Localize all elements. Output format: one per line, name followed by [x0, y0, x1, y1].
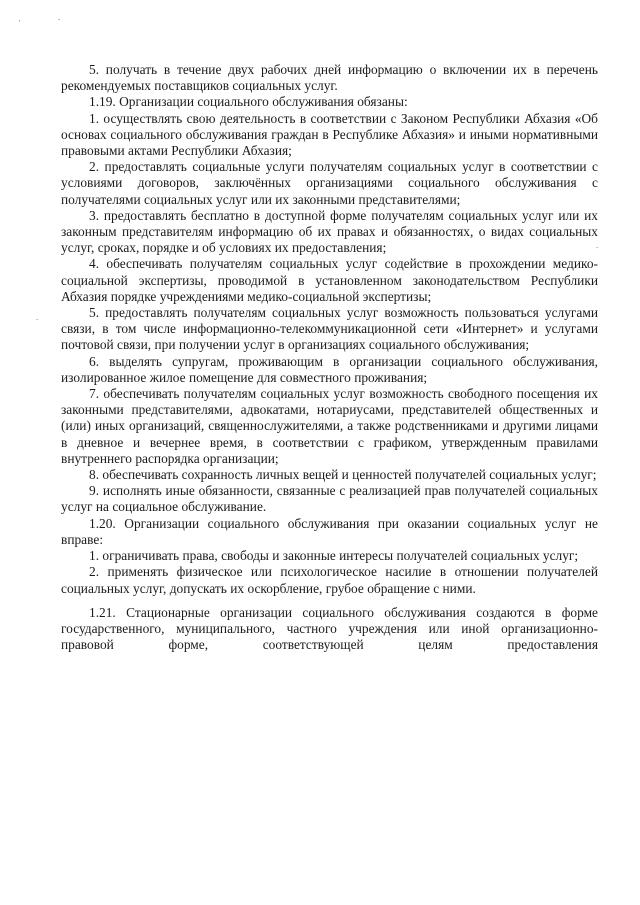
paragraph-prohibition-2: 2. применять физическое или психологическое насилие в отношении получателей социальных услуг, допускать их оскорбление, грубое обращение с ними.: [61, 564, 598, 596]
paragraph-obligation-1: 1. осуществлять свою деятельность в соответствии с Законом Республики Абхазия «Об основах социального обслуживания граждан в Республике Абхазия» и иными нормативными правовыми актами Республики Абхазия;: [61, 110, 598, 159]
paragraph-obligation-6: 6. выделять супругам, проживающим в организации социального обслуживания, изолированное жилое помещение для совместного проживания;: [61, 353, 598, 385]
scan-mark: ·: [58, 16, 61, 24]
section-1-19-heading: 1.19. Организации социального обслуживания обязаны:: [89, 94, 408, 110]
paragraph-obligation-5: 5. предоставлять получателям социальных услуг возможность пользоваться услугами связи, в том числе информационно-телекоммуникационной сети «Интернет» и услугами почтовой связи, при получении услуг в организациях социального обслуживания;: [61, 305, 598, 353]
section-1-21-paragraph: 1.21. Стационарные организации социального обслуживания создаются в форме государственного, муниципального, частного учреждения или иной организационно-правовой форме, соответствующей целям предоставления: [61, 604, 598, 653]
paragraph-prohibition-1: 1. ограничивать права, свободы и законные интересы получателей социальных услуг;: [89, 548, 579, 564]
paragraph-obligation-8: 8. обеспечивать сохранность личных вещей и ценностей получателей социальных услуг;: [89, 467, 597, 483]
scan-mark: ·: [596, 244, 599, 252]
paragraph-obligation-4: 4. обеспечивать получателям социальных услуг содействие в прохождении медико-социальной экспертизы, проводимой в установленном законодательством Республики Абхазия порядке учреждениями медико-социальной экспертизы;: [61, 256, 598, 304]
paragraph-obligation-2: 2. предоставлять социальные услуги получателям социальных услуг в соответствии с условиями договоров, заключённых организациями социального обслуживания с получателями социальных услуг или их законными представителями;: [61, 159, 598, 207]
document-body: [61, 62, 598, 653]
scan-mark: ·: [36, 316, 39, 324]
paragraph-obligation-7: 7. обеспечивать получателям социальных услуг возможность свободного посещения их законными представителями, адвокатами, нотариусами, представителей общественных и (или) иных организаций, священнослужителями, а также родственниками и другими лицами в дневное и вечернее время, в соответствии с графиком, утвержденным правилами внутреннего распорядка организации;: [61, 386, 598, 466]
scan-mark: ˎ: [18, 14, 22, 22]
paragraph-obligation-9: 9. исполнять иные обязанности, связанные с реализацией прав получателей социальных услуг на социальное обслуживание.: [61, 483, 598, 515]
section-1-20-heading: 1.20. Организации социального обслуживания при оказании социальных услуг не вправе:: [61, 515, 598, 547]
paragraph-item-5-recommended-list: 5. получать в течение двух рабочих дней информацию о включении их в перечень рекомендуемых поставщиков социальных услуг.: [61, 62, 598, 94]
paragraph-obligation-3: 3. предоставлять бесплатно в доступной форме получателям социальных услуг или их законным представителям информацию об их правах и обязанностях, о видах социальных услуг, сроках, порядке и об условиях их предоставления;: [61, 207, 598, 256]
